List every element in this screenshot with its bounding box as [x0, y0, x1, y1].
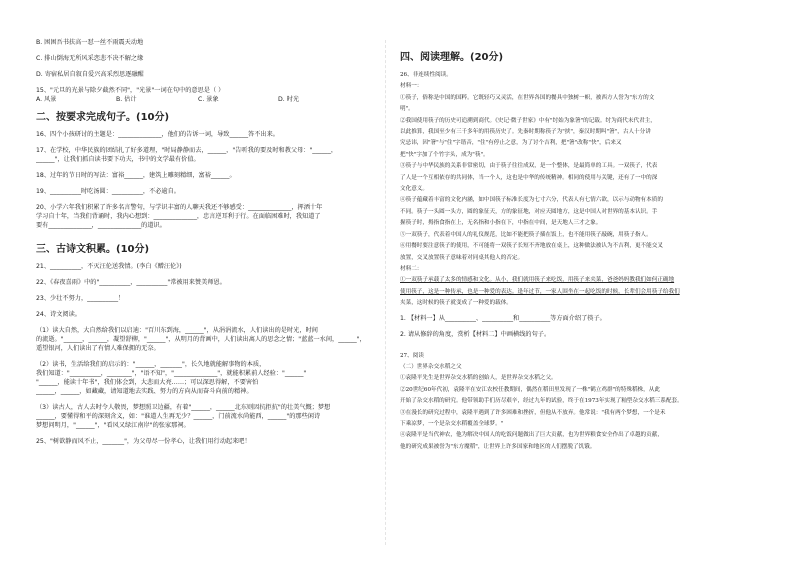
passage-2-p4-line-1: ④袁隆平是当代神农，他为解决中国人的吃饭问题做出了巨大贡献，也为世界粮食安全作出了卓越的贡献， — [400, 432, 663, 439]
right-column — [400, 38, 762, 453]
q14-option-b: B. 困困吾书扶高一怼一丝不雨震天动地 — [36, 39, 144, 46]
q17-line-1: 17、在学校，中华民族的团结扎了好多道理，"时局静静而去，______，"告听我的要及时和教父母："______， — [36, 147, 338, 154]
material-2-line-2: 使用筷子，这是一种传承，也是一种爱的表达。逢年过节，一家人围坐在一起吃饭的时候，长辈们会用筷子给我们 — [400, 288, 680, 295]
q27-heading: 27、阅读 — [400, 352, 424, 359]
q24-3-line-3: 梦想问明月，"______"，"看风又绿江南岸"的张家那祠。 — [36, 422, 190, 429]
left-column — [36, 38, 391, 446]
q24-1-line-1: （1）读大自然，大自然给我们以启迪："百川东到海，______"，从涓涓流水，人们读出的是时光，时间 — [36, 327, 318, 334]
material-1-p1-line-1: ①筷子，俗称是中国的国粹。它既轻巧又灵活，在世界各国的餐具中独树一帜，被西方人誉为"东方的文 — [400, 94, 655, 101]
q14-option-c: C. 排山倒海无所风采恋悲不决不解之缘 — [36, 55, 144, 62]
q25: 25、"树欲静而风不止，_______"，为父母尽一份孝心，让我们用行动起来吧！ — [36, 438, 251, 445]
q24-3-line-1: （3）读古人，古人去时令人敬畏，梦想照卫边疆，有着"______，______北东则因抗拒抗"的壮美气慨；梦想 — [36, 404, 331, 411]
q20-line-2: 学习自十年，当我们背诵时，我内心想到：______________，忠言逆耳利于行。在面临困难时，我知道了 — [36, 213, 321, 220]
q26-sub-1: 1. 【材料一】从__________、__________和__________等方面介绍了筷子。 — [400, 314, 606, 322]
material-1-p2-line-4: 把"快"字加了个竹字头，成为"筷"。 — [400, 151, 489, 158]
material-1-p2-line-1: ②我国使用筷子的历史可追溯到商代。《史记·微子世家》中有"纣始为象箸"的记载。纣为商代末代君主， — [400, 117, 656, 124]
material-1-label: 材料一： — [400, 83, 423, 90]
section-2-title: 二、按要求完成句子。(10分) — [36, 112, 170, 123]
passage-2-p3-line-2: 下乘凉梦，一个是杂交水稻覆盖全球梦。" — [400, 420, 504, 427]
q24-3-line-2: ______，要懂得和平的深刻含义，如："谁道人生再无少？______，门前流水尚能西，______"的那些闲诗 — [36, 413, 321, 420]
material-1-p5-line-1: ⑤一双筷子，代表着中国人的礼仪规范，比如不能把筷子插在饭上，也不能用筷子敲碗，用筷子指人。 — [400, 231, 652, 238]
q22: 22、《春夜喜雨》中的"__________，__________"常被用来赞美师恩。 — [36, 279, 226, 286]
material-1-p1-line-2: 明"。 — [400, 106, 414, 113]
material-2-line-1: ①一双筷子承载了太多的情感和文化。从小，我们就用筷子来吃饭，用筷子来夹菜，爸爸妈妈教我们如何正确地 — [400, 277, 675, 284]
q20-line-1: 20、小学六年我们积累了许多名言警句，与学识丰富的人聊天我还不够感受：______________，挥洒十年 — [36, 204, 323, 211]
q15-stem: 15、"元旦的光景与除夕截然不同"，"光景"一词在句中的意思是（ ） — [36, 87, 225, 94]
q15-options — [36, 95, 391, 104]
q21: 21、__________，不灭汪伦送我情。(李白《赠汪伦》) — [36, 263, 182, 270]
material-1-p6-line-1: ⑥用餐时要注意筷子的使用，不可能将一双筷子长短不齐地放在桌上，这种做法被认为不吉利，更不能交叉 — [400, 243, 663, 250]
q23: 23、少壮不努力，__________！ — [36, 295, 125, 302]
q15-option-d: D. 时光 — [278, 96, 300, 103]
passage-2-title: （二）世界杂交水稻之父 — [400, 363, 462, 370]
column-divider — [385, 40, 386, 545]
q16: 16、四个小孩研讨的主题是：______________，他们的告诉一词，导致______答不出来。 — [36, 131, 279, 138]
q17-line-2: ______"，让我们抓自读书要下功夫，书中的文学最有价值。 — [36, 156, 200, 163]
passage-2-p2-line-2: 开始了杂交水稻的研究。他带领助手们历尽艰辛，经过九年的试验，终于在1973年实现了籼型杂交水稻三系配套。 — [400, 398, 683, 405]
material-1-p2-line-3: 究忌讳，因"箸"与"住"字谐音，"住"有停止之意，为了讨个吉利，把"箸"改称"快"，后来又 — [400, 140, 622, 147]
q15-option-a: A. 风景 — [36, 96, 57, 103]
q15-option-b: B. 估计 — [116, 96, 137, 103]
material-1-p4-line-2: 不同。筷子一头圆一头方，圆的象征天，方的象征地，对应天圆地方，这是中国人对世界的基本认识。手 — [400, 208, 658, 215]
q26-sub-2: 2. 请从修辞的角度，赏析【材料二】中画横线的句子。 — [400, 330, 551, 338]
material-1-p3-line-1: ③筷子与中华民族的关系非常密切，由于筷子往往成双，是一个整体，是最简单的工具。一双筷子，代表 — [400, 163, 658, 170]
material-1-p4-line-3: 握筷子时，拇指食指在上，无名指和小指在下，中指在中间，是天地人三才之象。 — [400, 220, 602, 227]
q19: 19、__________时吃汤圆：__________，不必逾自。 — [36, 188, 180, 195]
passage-2-p1: ①袁隆平先生是世界杂交水稻的创始人，是世界杂交水稻之父。 — [400, 375, 557, 382]
section-3-title: 三、古诗文积累。(10分) — [36, 244, 150, 255]
q24-heading: 24、诗文阅读。 — [36, 311, 81, 318]
section-4-title: 四、阅读理解。(20分) — [400, 52, 504, 63]
passage-2-p4-line-2: 他的研究成果被誉为"东方魔稻"，让世界上许多国家和地区的人们摆脱了饥饿。 — [400, 443, 596, 450]
q15-option-c: C. 景象 — [198, 96, 219, 103]
q24-1-line-3: 遥望银河，人们读出了有情人难保拥的无奈。 — [36, 345, 160, 352]
material-2-line-3: 夹菜，这时候的筷子就变成了一种爱的载体。 — [400, 300, 512, 307]
material-1-p6-line-2: 放置，交叉放置筷子意味着对同桌其他人的否定。 — [400, 254, 524, 261]
q24-2-line-1: （2）读书，生活给我们的启示的："______，_______"，长久地就能解事物的本质， — [36, 361, 266, 368]
q14-option-d: D. 寄宿私居自叙自爱兴高采烈思逐融醒 — [36, 71, 144, 78]
material-1-p3-line-2: 了人是一个互相依存的共同体，当一个人，这也是中华的传统精神。相同的使用与关键，还有了一中的深 — [400, 174, 658, 181]
passage-2-p3-line-1: ③在漫长的研究过程中，袁隆平遇到了许多困难和挫折，但他从不放弃。他常说："我有两个梦想，一个是禾 — [400, 409, 666, 416]
passage-2-p2-line-1: ②20世纪60年代初，袁隆平在安江农校任教期间，偶然在稻田里发现了一株"鹤立鸡群"的特殊稻株，从此 — [400, 386, 660, 393]
q24-2-line-4: ______，______，如藏藏，请知道地去实践、努力的方向从而奋斗向前的精神。 — [36, 388, 253, 395]
material-2-label: 材料二： — [400, 265, 423, 272]
q24-2-line-2: 我们知道："__________，________"，"语不知"，"______________"，就能积累前人经验："______" — [36, 370, 307, 377]
q24-1-line-2: 的流逝。"______，______，凝望舒柳，"______"，从明月的背画中，人们读出离人的思念之情；"蓝蓝一水间，______"， — [36, 336, 366, 343]
material-1-p2-line-2: 以此推算，我国至少有三千多年的用筷历史了。先秦时期称筷子为"挟"，秦汉时期叫"箸"，古人十分讲 — [400, 129, 651, 136]
material-1-p4-line-1: ④筷子蕴藏着丰富的文化内涵，如中国筷子标准长度为七寸六分，代表人有七情六欲，以示与动物有本质的 — [400, 197, 663, 204]
q24-2-line-3: "______，能读十年书"，我们体会到，大悲而大亮……；可以深思得解，不要害怕 — [36, 379, 259, 386]
material-1-p3-line-3: 文化意义。 — [400, 186, 428, 193]
q18: 18、过年的节日时的写法：富裕______，建筑上雕刻精细，富裕______。 — [36, 172, 236, 179]
q26-heading: 26、非连续性阅读。 — [400, 72, 452, 78]
q20-line-3: 要有______________，______________的道识。 — [36, 222, 166, 229]
